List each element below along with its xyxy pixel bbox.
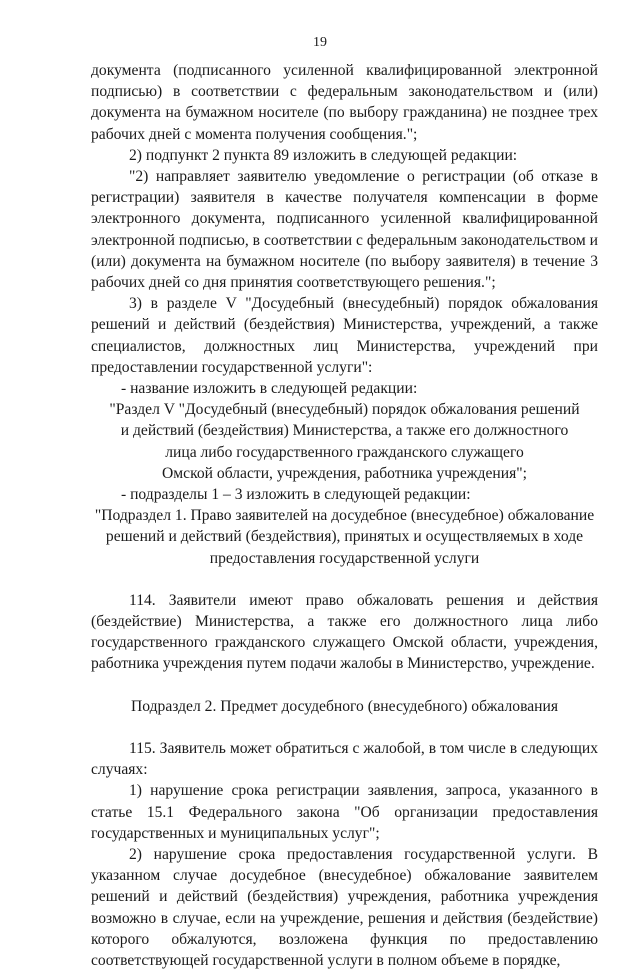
spacer [91,717,598,738]
paragraph-quote-2: "2) направляет заявителю уведомление о регистрации (об отказе в регистрации) заявителя в качестве получателя компенсации в форме электронного документа, подписанного усиленной квалифицированной электронной подписью, в соответствии с федеральным законодательством и (или) документа на бумажном носителе (по выбору заявителя) в течение 3 рабочих дней со дня принятия соответствующего решения."; [91,168,598,292]
paragraph-115: 115. Заявитель может обратиться с жалобой, в том числе в следующих случаях: [91,739,598,779]
paragraph-115-item-1: 1) нарушение срока регистрации заявления, запроса, указанного в статье 15.1 Федерального закона "Об организации предоставления государственных и муниципальных услуг"; [91,782,598,842]
page-body [91,60,598,971]
paragraph-subsections-instruction: - подразделы 1 – 3 изложить в следующей редакции: [121,486,471,504]
paragraph-114: 114. Заявители имеют право обжаловать решения и действия (бездействие) Министерства, а также его должностного лица либо государственного гражданского служащего Омской области, учреждения, работника учреждения путем подачи жалобы в Министерство, учреждение. [91,591,598,673]
subsection-2-heading: Подраздел 2. Предмет досудебного (внесудебного) обжалования [130,697,559,715]
section-heading-line-1: "Раздел V "Досудебный (внесудебный) порядок обжалования решений [109,401,580,419]
subsection-1-heading-line-3: предоставления государственной услуги [209,549,480,567]
subsection-1-heading-line-2: решений и действий (бездействия), принятых и осуществляемых в ходе [105,528,584,546]
paragraph-title-instruction: - название изложить в следующей редакции: [121,380,418,398]
subsection-1-heading-line-1: "Подраздел 1. Право заявителей на досудебное (внесудебное) обжалование [94,507,595,525]
paragraph-subitem-2: 2) подпункт 2 пункта 89 изложить в следующей редакции: [129,146,518,164]
spacer [91,675,598,696]
section-heading-line-3: лица либо государственного гражданского служащего [165,443,524,461]
section-heading-line-4: Омской области, учреждения, работника учреждения"; [162,464,527,482]
paragraph-115-item-2: 2) нарушение срока предоставления государственной услуги. В указанном случае досудебное (внесудебное) обжалование заявителем решений и действий (бездействия) учреждения, работника учреждения возможно в случае, если на учреждение, решения и действия (бездействие) которого обжалуются, возложена функция по предоставлению соответствующей государственной услуги в полном объеме в порядке, [91,845,598,969]
page-number: 19 [313,35,327,50]
paragraph-continuation: документа (подписанного усиленной квалифицированной электронной подписью) в соответствии с федеральным законодательством и (или) документа на бумажном носителе (по выбору гражданина) не позднее трех рабочих дней с момента получения сообщения."; [91,62,598,143]
section-heading-line-2: и действий (бездействия) Министерства, а также его должностного [120,422,569,440]
paragraph-subitem-3: 3) в разделе V "Досудебный (внесудебный) порядок обжалования решений и действий (бездействия) Министерства, учреждений, а также специалистов, должностных лиц Министерства, учреждений при предоставлении государственной услуги": [91,295,598,376]
spacer [91,569,598,590]
